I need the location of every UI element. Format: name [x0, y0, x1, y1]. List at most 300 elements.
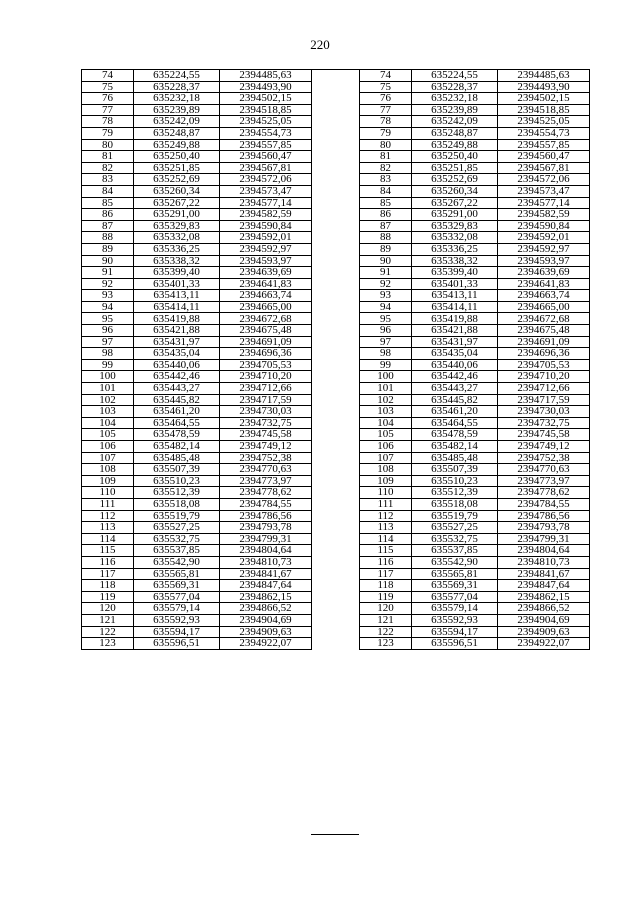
point-number-cell: 115: [82, 545, 134, 557]
table-row: [82, 127, 312, 139]
point-number-cell: 85: [82, 197, 134, 209]
x-coordinate-cell: 635242,09: [412, 116, 498, 128]
point-number-cell: 105: [360, 429, 412, 441]
point-number-cell: 75: [360, 81, 412, 93]
table-row: [360, 429, 590, 441]
y-coordinate-cell: 2394567,81: [220, 162, 312, 174]
x-coordinate-cell: 635445,82: [134, 394, 220, 406]
point-number-cell: 77: [360, 104, 412, 116]
x-coordinate-cell: 635252,69: [134, 174, 220, 186]
table-row: [360, 162, 590, 174]
table-row: [82, 70, 312, 82]
table-row: [82, 243, 312, 255]
x-coordinate-cell: 635592,93: [134, 614, 220, 626]
x-coordinate-cell: 635329,83: [134, 220, 220, 232]
table-row: [82, 116, 312, 128]
x-coordinate-cell: 635249,88: [134, 139, 220, 151]
table-row: [360, 290, 590, 302]
x-coordinate-cell: 635232,18: [134, 93, 220, 105]
y-coordinate-cell: 2394793,78: [220, 522, 312, 534]
x-coordinate-cell: 635532,75: [134, 533, 220, 545]
x-coordinate-cell: 635482,14: [134, 441, 220, 453]
point-number-cell: 84: [82, 185, 134, 197]
point-number-cell: 98: [82, 348, 134, 360]
point-number-cell: 91: [360, 267, 412, 279]
table-row: [82, 498, 312, 510]
x-coordinate-cell: 635413,11: [412, 290, 498, 302]
x-coordinate-cell: 635251,85: [134, 162, 220, 174]
point-number-cell: 123: [360, 638, 412, 650]
y-coordinate-cell: 2394582,59: [220, 209, 312, 221]
y-coordinate-cell: 2394691,09: [220, 336, 312, 348]
y-coordinate-cell: 2394560,47: [220, 151, 312, 163]
y-coordinate-cell: 2394730,03: [498, 406, 590, 418]
table-row: [82, 267, 312, 279]
point-number-cell: 76: [82, 93, 134, 105]
point-number-cell: 93: [360, 290, 412, 302]
y-coordinate-cell: 2394909,63: [220, 626, 312, 638]
y-coordinate-cell: 2394786,56: [498, 510, 590, 522]
table-row: [82, 533, 312, 545]
y-coordinate-cell: 2394862,15: [220, 591, 312, 603]
point-number-cell: 83: [360, 174, 412, 186]
y-coordinate-cell: 2394712,66: [220, 383, 312, 395]
x-coordinate-cell: 635224,55: [134, 70, 220, 82]
table-row: [82, 336, 312, 348]
point-number-cell: 100: [360, 371, 412, 383]
point-number-cell: 83: [82, 174, 134, 186]
table-row: [82, 464, 312, 476]
y-coordinate-cell: 2394810,73: [498, 556, 590, 568]
x-coordinate-cell: 635401,33: [134, 278, 220, 290]
y-coordinate-cell: 2394922,07: [498, 638, 590, 650]
y-coordinate-cell: 2394567,81: [498, 162, 590, 174]
point-number-cell: 101: [360, 383, 412, 395]
point-number-cell: 74: [82, 70, 134, 82]
x-coordinate-cell: 635440,06: [412, 359, 498, 371]
y-coordinate-cell: 2394705,53: [220, 359, 312, 371]
point-number-cell: 105: [82, 429, 134, 441]
x-coordinate-cell: 635445,82: [412, 394, 498, 406]
table-row: [360, 348, 590, 360]
y-coordinate-cell: 2394518,85: [220, 104, 312, 116]
point-number-cell: 98: [360, 348, 412, 360]
point-number-cell: 80: [360, 139, 412, 151]
x-coordinate-cell: 635419,88: [134, 313, 220, 325]
x-coordinate-cell: 635239,89: [134, 104, 220, 116]
table-row: [82, 197, 312, 209]
x-coordinate-cell: 635565,81: [134, 568, 220, 580]
y-coordinate-cell: 2394745,58: [220, 429, 312, 441]
table-row: [360, 603, 590, 615]
table-row: [82, 580, 312, 592]
x-coordinate-cell: 635518,08: [412, 498, 498, 510]
point-number-cell: 116: [360, 556, 412, 568]
x-coordinate-cell: 635336,25: [412, 243, 498, 255]
x-coordinate-cell: 635464,55: [412, 417, 498, 429]
table-row: [360, 127, 590, 139]
y-coordinate-cell: 2394593,97: [220, 255, 312, 267]
x-coordinate-cell: 635414,11: [412, 301, 498, 313]
table-row: [82, 93, 312, 105]
y-coordinate-cell: 2394590,84: [220, 220, 312, 232]
point-number-cell: 77: [82, 104, 134, 116]
point-number-cell: 120: [82, 603, 134, 615]
y-coordinate-cell: 2394639,69: [220, 267, 312, 279]
point-number-cell: 113: [82, 522, 134, 534]
x-coordinate-cell: 635440,06: [134, 359, 220, 371]
point-number-cell: 92: [360, 278, 412, 290]
table-row: [360, 545, 590, 557]
point-number-cell: 75: [82, 81, 134, 93]
x-coordinate-cell: 635228,37: [134, 81, 220, 93]
x-coordinate-cell: 635577,04: [412, 591, 498, 603]
point-number-cell: 80: [82, 139, 134, 151]
table-row: [360, 533, 590, 545]
table-row: [360, 522, 590, 534]
table-row: [82, 429, 312, 441]
x-coordinate-cell: 635251,85: [412, 162, 498, 174]
y-coordinate-cell: 2394592,97: [498, 243, 590, 255]
y-coordinate-cell: 2394866,52: [220, 603, 312, 615]
y-coordinate-cell: 2394665,00: [220, 301, 312, 313]
x-coordinate-cell: 635421,88: [412, 325, 498, 337]
point-number-cell: 102: [82, 394, 134, 406]
y-coordinate-cell: 2394904,69: [220, 614, 312, 626]
point-number-cell: 109: [360, 475, 412, 487]
table-row: [360, 394, 590, 406]
x-coordinate-cell: 635421,88: [134, 325, 220, 337]
table-row: [82, 614, 312, 626]
y-coordinate-cell: 2394577,14: [220, 197, 312, 209]
point-number-cell: 112: [360, 510, 412, 522]
point-number-cell: 103: [360, 406, 412, 418]
table-row: [360, 255, 590, 267]
table-row: [360, 614, 590, 626]
table-row: [360, 278, 590, 290]
table-row: [360, 301, 590, 313]
table-row: [360, 139, 590, 151]
x-coordinate-cell: 635512,39: [412, 487, 498, 499]
table-row: [82, 556, 312, 568]
point-number-cell: 89: [360, 243, 412, 255]
table-row: [82, 591, 312, 603]
y-coordinate-cell: 2394577,14: [498, 197, 590, 209]
table-row: [360, 638, 590, 650]
point-number-cell: 78: [82, 116, 134, 128]
y-coordinate-cell: 2394862,15: [498, 591, 590, 603]
x-coordinate-cell: 635594,17: [134, 626, 220, 638]
x-coordinate-cell: 635527,25: [134, 522, 220, 534]
point-number-cell: 94: [82, 301, 134, 313]
y-coordinate-cell: 2394493,90: [498, 81, 590, 93]
point-number-cell: 87: [82, 220, 134, 232]
y-coordinate-cell: 2394592,97: [220, 243, 312, 255]
y-coordinate-cell: 2394696,36: [220, 348, 312, 360]
x-coordinate-cell: 635485,48: [134, 452, 220, 464]
x-coordinate-cell: 635248,87: [134, 127, 220, 139]
table-row: [360, 209, 590, 221]
y-coordinate-cell: 2394799,31: [498, 533, 590, 545]
y-coordinate-cell: 2394554,73: [220, 127, 312, 139]
table-row: [82, 568, 312, 580]
y-coordinate-cell: 2394804,64: [220, 545, 312, 557]
y-coordinate-cell: 2394841,67: [220, 568, 312, 580]
x-coordinate-cell: 635336,25: [134, 243, 220, 255]
x-coordinate-cell: 635414,11: [134, 301, 220, 313]
x-coordinate-cell: 635478,59: [412, 429, 498, 441]
x-coordinate-cell: 635239,89: [412, 104, 498, 116]
x-coordinate-cell: 635332,08: [134, 232, 220, 244]
x-coordinate-cell: 635519,79: [412, 510, 498, 522]
table-row: [82, 139, 312, 151]
y-coordinate-cell: 2394778,62: [220, 487, 312, 499]
y-coordinate-cell: 2394866,52: [498, 603, 590, 615]
x-coordinate-cell: 635242,09: [134, 116, 220, 128]
y-coordinate-cell: 2394560,47: [498, 151, 590, 163]
point-number-cell: 102: [360, 394, 412, 406]
x-coordinate-cell: 635464,55: [134, 417, 220, 429]
x-coordinate-cell: 635482,14: [412, 441, 498, 453]
x-coordinate-cell: 635478,59: [134, 429, 220, 441]
x-coordinate-cell: 635518,08: [134, 498, 220, 510]
x-coordinate-cell: 635249,88: [412, 139, 498, 151]
y-coordinate-cell: 2394810,73: [220, 556, 312, 568]
y-coordinate-cell: 2394672,68: [220, 313, 312, 325]
point-number-cell: 111: [360, 498, 412, 510]
table-row: [360, 93, 590, 105]
table-row: [82, 255, 312, 267]
point-number-cell: 108: [82, 464, 134, 476]
table-row: [82, 510, 312, 522]
x-coordinate-cell: 635250,40: [412, 151, 498, 163]
y-coordinate-cell: 2394641,83: [220, 278, 312, 290]
y-coordinate-cell: 2394485,63: [498, 70, 590, 82]
x-coordinate-cell: 635579,14: [412, 603, 498, 615]
table-row: [360, 220, 590, 232]
y-coordinate-cell: 2394909,63: [498, 626, 590, 638]
point-number-cell: 94: [360, 301, 412, 313]
x-coordinate-cell: 635507,39: [134, 464, 220, 476]
x-coordinate-cell: 635442,46: [412, 371, 498, 383]
coordinate-table-left: [81, 69, 312, 650]
point-number-cell: 118: [360, 580, 412, 592]
x-coordinate-cell: 635579,14: [134, 603, 220, 615]
point-number-cell: 103: [82, 406, 134, 418]
x-coordinate-cell: 635329,83: [412, 220, 498, 232]
y-coordinate-cell: 2394717,59: [498, 394, 590, 406]
point-number-cell: 95: [360, 313, 412, 325]
table-row: [82, 638, 312, 650]
x-coordinate-cell: 635338,32: [412, 255, 498, 267]
table-row: [360, 510, 590, 522]
y-coordinate-cell: 2394592,01: [220, 232, 312, 244]
point-number-cell: 90: [360, 255, 412, 267]
x-coordinate-cell: 635592,93: [412, 614, 498, 626]
point-number-cell: 96: [82, 325, 134, 337]
x-coordinate-cell: 635532,75: [412, 533, 498, 545]
table-row: [360, 591, 590, 603]
y-coordinate-cell: 2394770,63: [220, 464, 312, 476]
y-coordinate-cell: 2394786,56: [220, 510, 312, 522]
y-coordinate-cell: 2394710,20: [220, 371, 312, 383]
x-coordinate-cell: 635537,85: [134, 545, 220, 557]
x-coordinate-cell: 635510,23: [134, 475, 220, 487]
table-row: [360, 417, 590, 429]
y-coordinate-cell: 2394804,64: [498, 545, 590, 557]
table-row: [82, 417, 312, 429]
point-number-cell: 113: [360, 522, 412, 534]
table-row: [82, 441, 312, 453]
y-coordinate-cell: 2394593,97: [498, 255, 590, 267]
point-number-cell: 107: [360, 452, 412, 464]
y-coordinate-cell: 2394717,59: [220, 394, 312, 406]
x-coordinate-cell: 635267,22: [134, 197, 220, 209]
point-number-cell: 122: [82, 626, 134, 638]
point-number-cell: 88: [360, 232, 412, 244]
table-row: [360, 359, 590, 371]
point-number-cell: 79: [360, 127, 412, 139]
point-number-cell: 121: [360, 614, 412, 626]
x-coordinate-cell: 635419,88: [412, 313, 498, 325]
y-coordinate-cell: 2394663,74: [498, 290, 590, 302]
point-number-cell: 107: [82, 452, 134, 464]
point-number-cell: 90: [82, 255, 134, 267]
table-row: [82, 522, 312, 534]
x-coordinate-cell: 635399,40: [412, 267, 498, 279]
x-coordinate-cell: 635461,20: [134, 406, 220, 418]
point-number-cell: 106: [360, 441, 412, 453]
y-coordinate-cell: 2394712,66: [498, 383, 590, 395]
point-number-cell: 110: [82, 487, 134, 499]
x-coordinate-cell: 635248,87: [412, 127, 498, 139]
x-coordinate-cell: 635569,31: [134, 580, 220, 592]
x-coordinate-cell: 635442,46: [134, 371, 220, 383]
point-number-cell: 82: [360, 162, 412, 174]
x-coordinate-cell: 635519,79: [134, 510, 220, 522]
point-number-cell: 104: [360, 417, 412, 429]
point-number-cell: 120: [360, 603, 412, 615]
y-coordinate-cell: 2394773,97: [498, 475, 590, 487]
y-coordinate-cell: 2394732,75: [220, 417, 312, 429]
table-row: [82, 603, 312, 615]
point-number-cell: 81: [82, 151, 134, 163]
table-row: [82, 290, 312, 302]
table-row: [360, 174, 590, 186]
point-number-cell: 76: [360, 93, 412, 105]
point-number-cell: 86: [360, 209, 412, 221]
point-number-cell: 116: [82, 556, 134, 568]
point-number-cell: 81: [360, 151, 412, 163]
point-number-cell: 96: [360, 325, 412, 337]
table-row: [360, 626, 590, 638]
point-number-cell: 106: [82, 441, 134, 453]
point-number-cell: 104: [82, 417, 134, 429]
y-coordinate-cell: 2394485,63: [220, 70, 312, 82]
y-coordinate-cell: 2394691,09: [498, 336, 590, 348]
table-row: [360, 336, 590, 348]
x-coordinate-cell: 635542,90: [412, 556, 498, 568]
coordinate-table-right: [359, 69, 590, 650]
table-row: [82, 371, 312, 383]
table-row: [360, 487, 590, 499]
point-number-cell: 117: [360, 568, 412, 580]
y-coordinate-cell: 2394493,90: [220, 81, 312, 93]
x-coordinate-cell: 635252,69: [412, 174, 498, 186]
x-coordinate-cell: 635338,32: [134, 255, 220, 267]
point-number-cell: 111: [82, 498, 134, 510]
point-number-cell: 121: [82, 614, 134, 626]
point-number-cell: 99: [360, 359, 412, 371]
point-number-cell: 119: [82, 591, 134, 603]
y-coordinate-cell: 2394525,05: [498, 116, 590, 128]
table-row: [82, 383, 312, 395]
x-coordinate-cell: 635291,00: [412, 209, 498, 221]
table-row: [82, 452, 312, 464]
table-row: [82, 151, 312, 163]
table-row: [360, 313, 590, 325]
point-number-cell: 117: [82, 568, 134, 580]
point-number-cell: 78: [360, 116, 412, 128]
table-row: [360, 580, 590, 592]
y-coordinate-cell: 2394592,01: [498, 232, 590, 244]
y-coordinate-cell: 2394639,69: [498, 267, 590, 279]
x-coordinate-cell: 635527,25: [412, 522, 498, 534]
y-coordinate-cell: 2394752,38: [220, 452, 312, 464]
y-coordinate-cell: 2394904,69: [498, 614, 590, 626]
table-row: [360, 151, 590, 163]
y-coordinate-cell: 2394841,67: [498, 568, 590, 580]
x-coordinate-cell: 635224,55: [412, 70, 498, 82]
table-row: [82, 162, 312, 174]
y-coordinate-cell: 2394799,31: [220, 533, 312, 545]
x-coordinate-cell: 635507,39: [412, 464, 498, 476]
y-coordinate-cell: 2394665,00: [498, 301, 590, 313]
table-row: [82, 81, 312, 93]
point-number-cell: 93: [82, 290, 134, 302]
y-coordinate-cell: 2394502,15: [498, 93, 590, 105]
point-number-cell: 74: [360, 70, 412, 82]
x-coordinate-cell: 635512,39: [134, 487, 220, 499]
point-number-cell: 115: [360, 545, 412, 557]
table-row: [360, 232, 590, 244]
table-row: [82, 475, 312, 487]
point-number-cell: 85: [360, 197, 412, 209]
y-coordinate-cell: 2394745,58: [498, 429, 590, 441]
point-number-cell: 89: [82, 243, 134, 255]
table-row: [82, 406, 312, 418]
table-row: [82, 232, 312, 244]
x-coordinate-cell: 635569,31: [412, 580, 498, 592]
x-coordinate-cell: 635537,85: [412, 545, 498, 557]
table-row: [360, 452, 590, 464]
y-coordinate-cell: 2394847,64: [498, 580, 590, 592]
point-number-cell: 110: [360, 487, 412, 499]
table-row: [360, 81, 590, 93]
x-coordinate-cell: 635443,27: [134, 383, 220, 395]
table-row: [360, 556, 590, 568]
point-number-cell: 91: [82, 267, 134, 279]
table-row: [360, 104, 590, 116]
table-row: [360, 383, 590, 395]
x-coordinate-cell: 635542,90: [134, 556, 220, 568]
table-row: [360, 325, 590, 337]
x-coordinate-cell: 635431,97: [134, 336, 220, 348]
table-row: [82, 185, 312, 197]
x-coordinate-cell: 635232,18: [412, 93, 498, 105]
x-coordinate-cell: 635401,33: [412, 278, 498, 290]
x-coordinate-cell: 635431,97: [412, 336, 498, 348]
